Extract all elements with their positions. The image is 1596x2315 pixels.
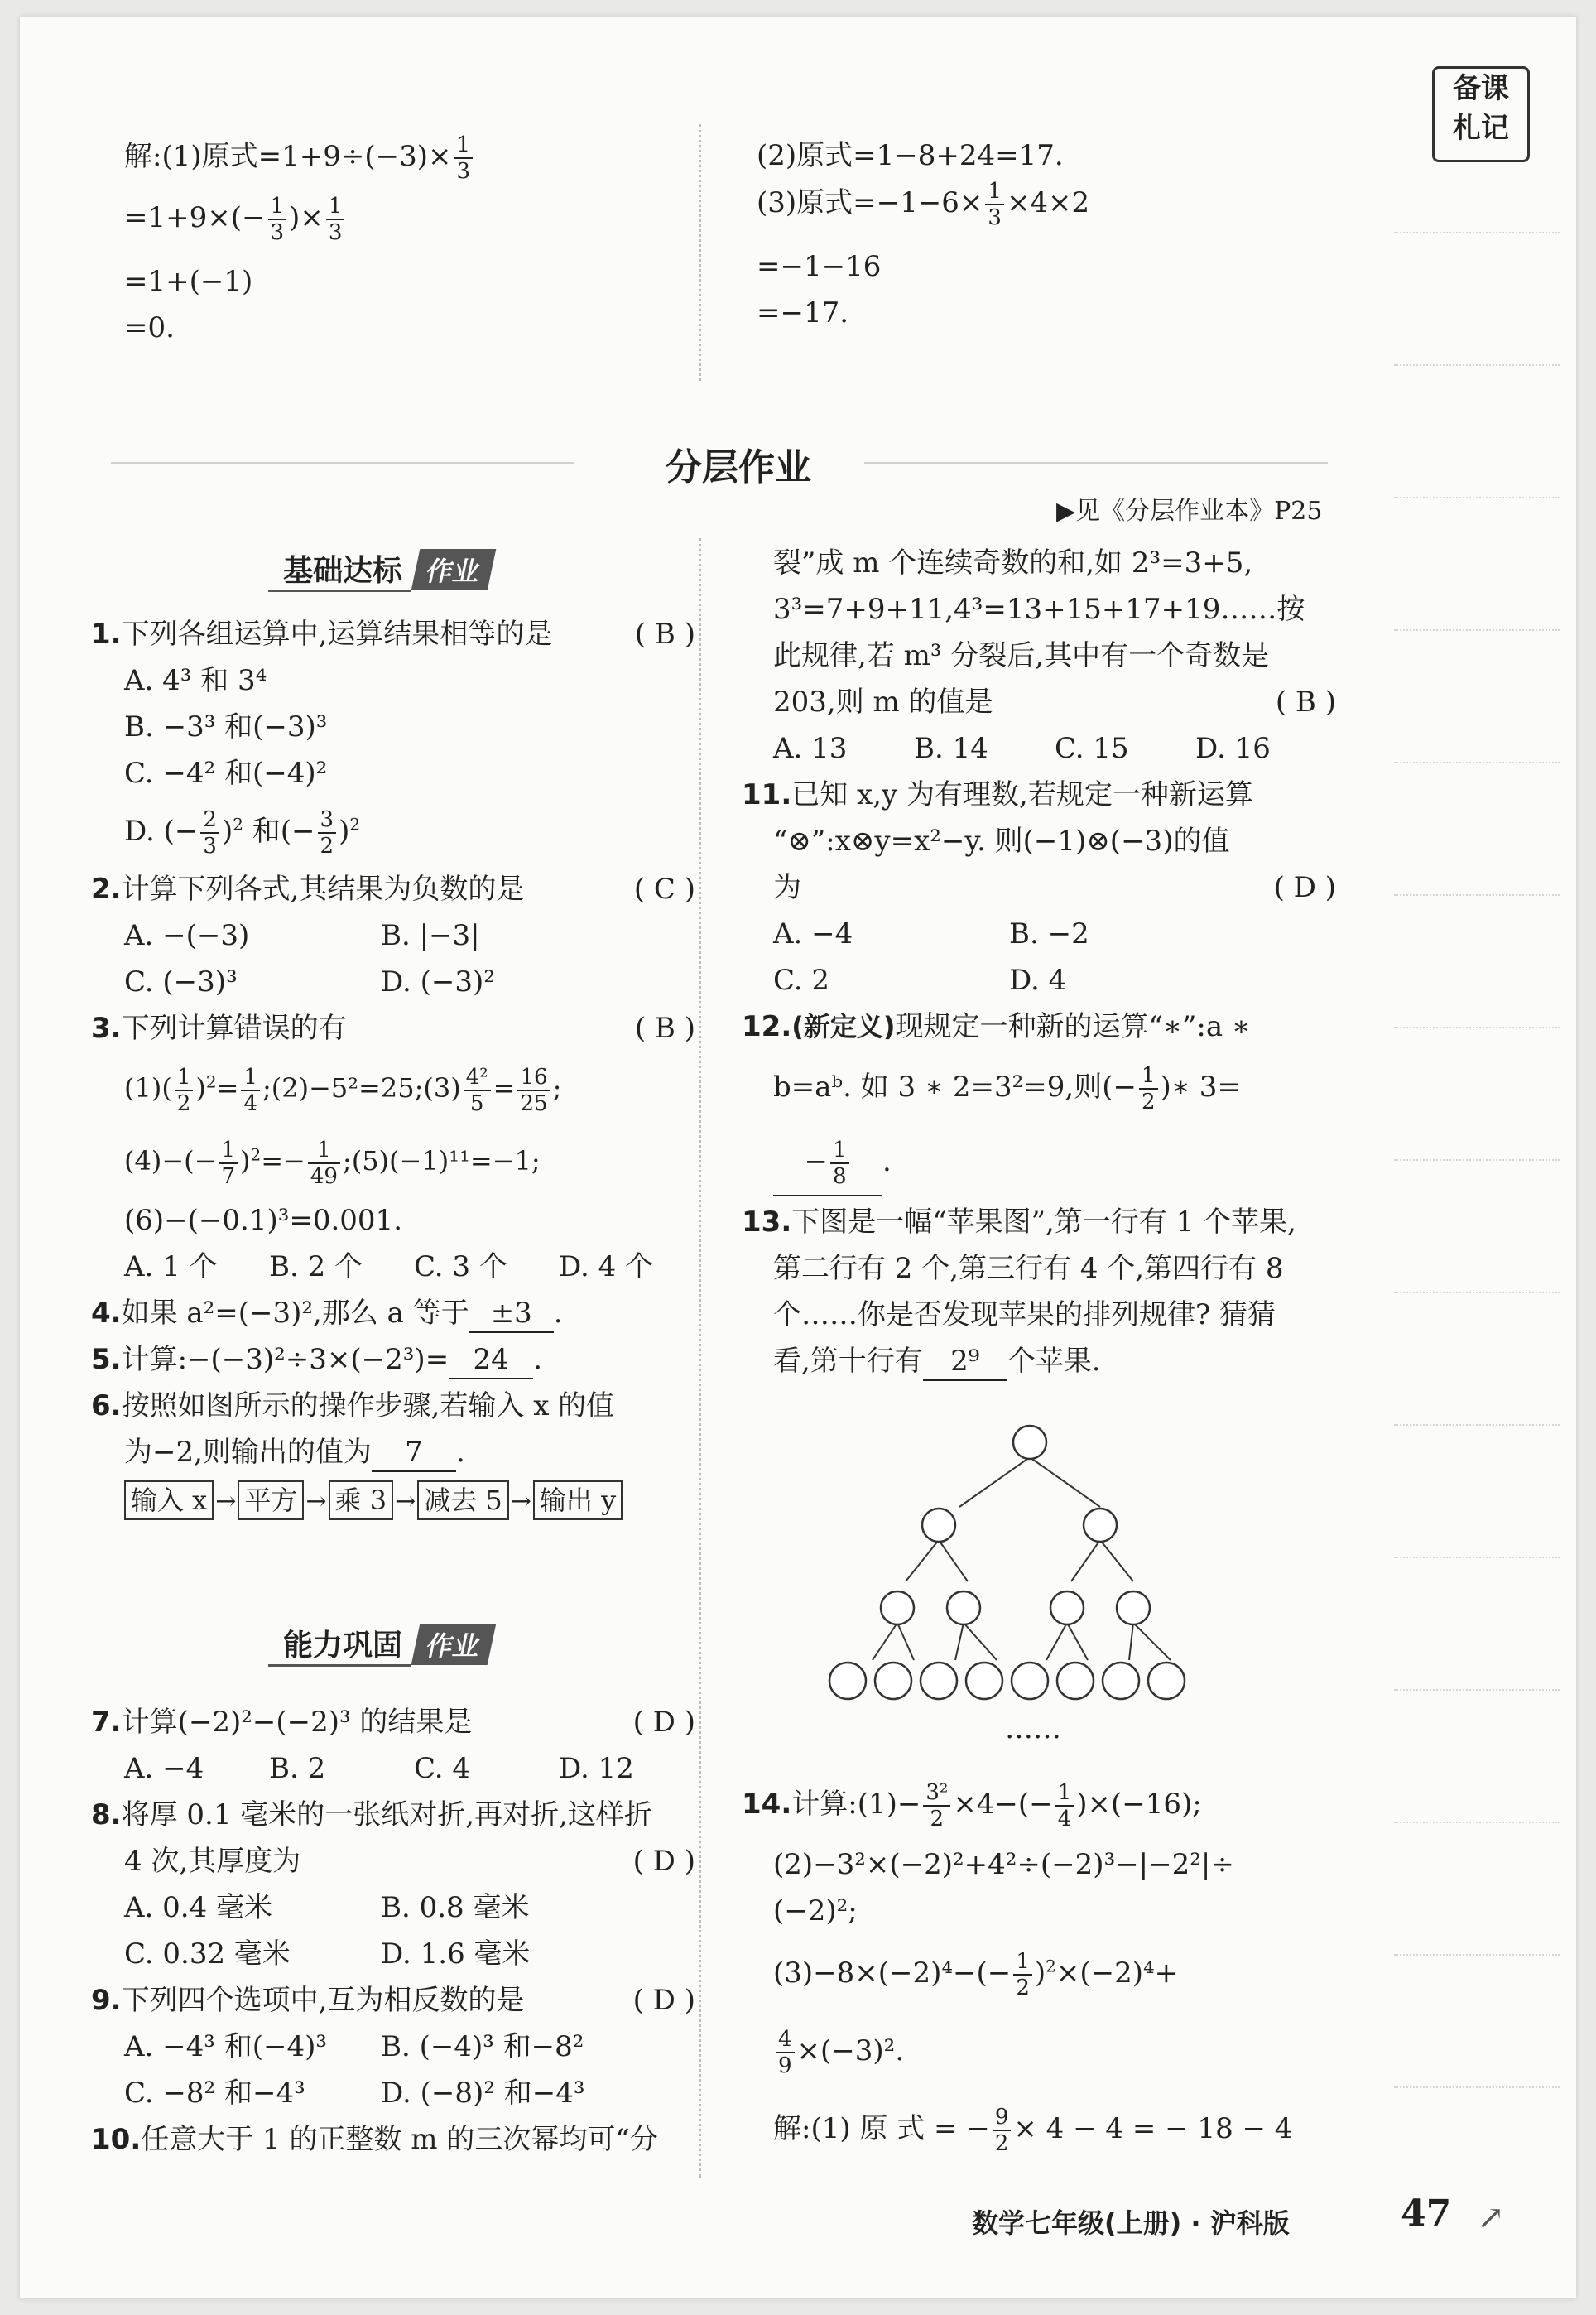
page [20, 17, 1576, 2298]
top-solution-left: 解:(1)原式=1+9÷(−3)× $\frac{1}{3}$ =1+9×(− $\frac{1}{3}$ )× $\frac{1}{3}$ =1+(−1) =0. [124, 132, 475, 351]
left-column: 1.下列各组运算中,运算结果相等的是 ( B ) A. 4³ 和 3⁴ B. −3³ 和(−3)³ C. −4² 和(−4)² D. (− $\frac{2}{3}$ )$^2$ 和(− $\frac{3}{2}$ )$^2$ 2.计算下列各式,其结果为负数的是 ( C ) A. −(−3) B. |−3| C. (−3)³ D. (−3)² 3.下列计算错误的有 ( B ) (1)( $\frac{1}{2}$ )$^2$= $\frac{1}{4}$ ;(2)−5²=25;(3) $\frac{\text{4²}}{5}$ = $\frac{16}{25}$ ; (4)−(− $\frac{1}{7}$ )$^2$=− $\frac{1}{49}$ ;(5)(−1)¹¹=−1; (6)−(−0.1)³=0.001. A. 1 个 B. 2 个 C. 3 个 D. 4 个 4.如果 a²=(−3)²,那么 a 等于 ±3 . 5.计算:−(−3)²÷3×(−2³)= 24 . 6.按照如图所示的操作步骤,若输入 x 的值 为−2,则输出的值为 7 . 输入 x → 平方 → 乘 3 → 减去 5 → 输出 y [91, 611, 695, 1525]
question-2: 2.计算下列各式,其结果为负数的是 ( C ) [91, 873, 695, 906]
question-11: 11.已知 x,y 为有理数,若规定一种新运算 [742, 778, 1253, 811]
flow-step: 输出 y [533, 1480, 623, 1520]
section-title-bar [111, 431, 1328, 497]
flow-step: 输入 x [124, 1480, 214, 1520]
apple-tree-diagram [815, 1424, 1245, 1722]
question-10: 10.任意大于 1 的正整数 m 的三次幂均可“分 [91, 2123, 658, 2156]
question-13: 13.下图是一幅“苹果图”,第一行有 1 个苹果, [742, 1206, 1296, 1239]
top-solution-right: (2)原式=1−8+24=17. (3)原式=−1−6× $\frac{1}{3}$ ×4×2 =−1−16 =−17. [757, 139, 1090, 330]
fraction: $\frac{1}{3}$ [454, 132, 473, 184]
left-column-lower: 7.计算(−2)²−(−2)³ 的结果是 ( D ) A. −4 B. 2 C. 4 D. 12 8.将厚 0.1 毫米的一张纸对折,再对折,这样折 4 次,其厚度为 ( D ) A. 0.4 毫米 B. 0.8 毫米 C. 0.32 毫米 D. 1.6 毫米 9.下列四个选项中,互为相反数的是 ( D ) A. −4³ 和(−4)³ B. (−4)³ 和−8² C. −8² 和−4³ D. (−8)² 和−4³ 10.任意大于 1 的正整数 m 的三次幂均可“分 [91, 1699, 695, 2163]
flowchart: 输入 x → 平方 → 乘 3 → 减去 5 → 输出 y [91, 1475, 695, 1525]
reference-note: ▶见《分层作业本》P25 [1056, 497, 1323, 526]
question-4: 4.如果 a²=(−3)²,那么 a 等于 ±3 . [91, 1290, 695, 1336]
notes-stamp: 备课 札记 [1432, 66, 1530, 162]
question-3: 3.下列计算错误的有 ( B ) [91, 1012, 695, 1045]
question-8: 8.将厚 0.1 毫米的一张纸对折,再对折,这样折 [91, 1798, 652, 1831]
question-7: 7.计算(−2)²−(−2)³ 的结果是 ( D ) [91, 1706, 695, 1739]
question-9: 9.下列四个选项中,互为相反数的是 ( D ) [91, 1984, 695, 2017]
badge-ability: 能力巩固 作业 [268, 1621, 492, 1668]
apple-dots: …… [1005, 1712, 1061, 1745]
question-6: 6.按照如图所示的操作步骤,若输入 x 的值 [91, 1389, 615, 1422]
footer-book: 数学七年级(上册) · 沪科版 [972, 2207, 1290, 2239]
flow-step: 乘 3 [329, 1480, 394, 1520]
section-title: 分层作业 [666, 446, 811, 489]
right-column-lower: 14.计算:(1)− $\frac{\text{3²}}{2}$ ×4−(− $\frac{1}{4}$ )×(−16); (2)−3²×(−2)²+4²÷(−2)³−|−2²|÷ (−2)²; (3)−8×(−2)⁴−(− $\frac{1}{2}$ )$^2$×(−2)⁴+ $\frac{4}{9}$ ×(−3)². 解:(1) 原 式 = − $\frac{9}{2}$ × 4 − 4 = − 18 − 4 [742, 1767, 1338, 2168]
right-column: 裂”成 m 个连续奇数的和,如 2³=3+5, 3³=7+9+11,4³=13+15+17+19……按 此规律,若 m³ 分裂后,其中有一个奇数是 203,则 m 的值是 ( B ) A. 13 B. 14 C. 15 D. 16 11.已知 x,y 为有理数,若规定一种新运算 “⊗”:x⊗y=x²−y. 则(−1)⊗(−3)的值 为 ( D ) A. −4 B. −2 C. 2 D. 4 12.(新定义)现规定一种新的运算“∗”:a ∗ b=aᵇ. 如 3 ∗ 2=3²=9,则(− $\frac{1}{2}$ )∗ 3= − $\frac{1}{8}$ . 13.下图是一幅“苹果图”,第一行有 1 个苹果, 第二行有 2 个,第三行有 4 个,第四行有 8 个……你是否发现苹果的排列规律? 猜猜 看,第十行有 2⁹ 个苹果. [773, 540, 1336, 1384]
flow-step: 平方 [238, 1480, 304, 1520]
flow-step: 减去 5 [417, 1480, 509, 1520]
question-5: 5.计算:−(−3)²÷3×(−2³)= 24 . [91, 1336, 695, 1383]
question-14: 14.计算:(1)− $\frac{\text{3²}}{2}$ ×4−(− $\frac{1}{4}$ )×(−16); [742, 1780, 1202, 1831]
page-number: 47 [1401, 2192, 1452, 2235]
apples [829, 1426, 1185, 1699]
badge-basic: 基础达标 作业 [268, 546, 492, 593]
footer-arrow-icon: ↗ [1477, 2199, 1505, 2237]
question-12: 12.(新定义)现规定一种新的运算“∗”:a ∗ [742, 1010, 1252, 1043]
question-1: 1.下列各组运算中,运算结果相等的是 ( B ) [91, 618, 695, 651]
